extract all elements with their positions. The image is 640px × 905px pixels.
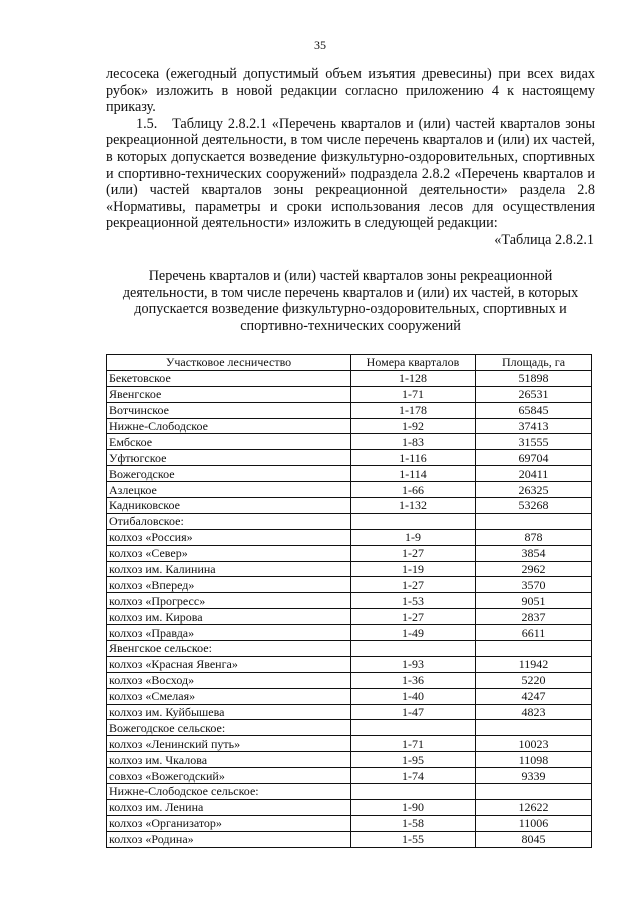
table-body — [107, 370, 592, 847]
cell-quarters: 1-58 — [351, 815, 476, 831]
cell-quarters: 1-40 — [351, 688, 476, 704]
cell-quarters: 1-90 — [351, 799, 476, 815]
cell-area: 2837 — [476, 609, 592, 625]
table-row — [107, 450, 592, 466]
cell-forestry: Кадниковское — [107, 498, 351, 514]
body-text — [106, 66, 595, 232]
table-row — [107, 434, 592, 450]
header-area: Площадь, га — [476, 355, 592, 371]
cell-area: 8045 — [476, 831, 592, 847]
cell-forestry: Вожегодское сельское: — [107, 720, 351, 736]
table-row — [107, 370, 592, 386]
cell-area: 10023 — [476, 736, 592, 752]
cell-area: 4823 — [476, 704, 592, 720]
cell-quarters — [351, 784, 476, 800]
cell-forestry: колхоз им. Калинина — [107, 561, 351, 577]
table-row — [107, 418, 592, 434]
table-row — [107, 672, 592, 688]
table-row — [107, 656, 592, 672]
cell-forestry: колхоз «Ленинский путь» — [107, 736, 351, 752]
cell-quarters: 1-19 — [351, 561, 476, 577]
cell-area: 9339 — [476, 768, 592, 784]
table-row — [107, 815, 592, 831]
table-row — [107, 641, 592, 657]
cell-forestry: Ембское — [107, 434, 351, 450]
table-row — [107, 768, 592, 784]
cell-forestry: колхоз «Прогресс» — [107, 593, 351, 609]
cell-quarters: 1-47 — [351, 704, 476, 720]
cell-forestry: колхоз им. Куйбышева — [107, 704, 351, 720]
cell-forestry: колхоз «Правда» — [107, 625, 351, 641]
table-row — [107, 482, 592, 498]
table-row — [107, 799, 592, 815]
cell-area: 6611 — [476, 625, 592, 641]
cell-forestry: Явенгское — [107, 386, 351, 402]
table-row — [107, 831, 592, 847]
cell-quarters: 1-53 — [351, 593, 476, 609]
header-quarters: Номера кварталов — [351, 355, 476, 371]
cell-quarters: 1-27 — [351, 577, 476, 593]
table-row — [107, 609, 592, 625]
cell-forestry: колхоз «Север» — [107, 545, 351, 561]
cell-quarters: 1-93 — [351, 656, 476, 672]
cell-quarters — [351, 641, 476, 657]
cell-forestry: Уфтюгское — [107, 450, 351, 466]
cell-quarters: 1-74 — [351, 768, 476, 784]
cell-forestry: колхоз им. Кирова — [107, 609, 351, 625]
cell-area: 3854 — [476, 545, 592, 561]
table-row — [107, 466, 592, 482]
table-row — [107, 593, 592, 609]
cell-area — [476, 641, 592, 657]
table-title: Перечень кварталов и (или) частей кварталов зоны рекреационной деятельности, в том числе перечень кварталов и (или) их частей, в которых допускается возведение физкультурно-оздоровительных, спортивных и спортивно-технических сооружений — [122, 268, 579, 334]
paragraph-continuation: лесосека (ежегодный допустимый объем изъятия древесины) при всех видах рубок» изложить в новой редакции согласно приложению 4 к настоящему приказу. — [106, 66, 595, 116]
cell-quarters: 1-9 — [351, 529, 476, 545]
cell-quarters — [351, 513, 476, 529]
cell-quarters — [351, 720, 476, 736]
cell-quarters: 1-95 — [351, 752, 476, 768]
table-row — [107, 529, 592, 545]
cell-quarters: 1-55 — [351, 831, 476, 847]
table-row — [107, 736, 592, 752]
cell-quarters: 1-36 — [351, 672, 476, 688]
cell-forestry: колхоз им. Ленина — [107, 799, 351, 815]
table-row — [107, 561, 592, 577]
header-forestry: Участковое лесничество — [107, 355, 351, 371]
cell-quarters: 1-128 — [351, 370, 476, 386]
cell-area: 11006 — [476, 815, 592, 831]
cell-quarters: 1-49 — [351, 625, 476, 641]
cell-area: 69704 — [476, 450, 592, 466]
cell-forestry: колхоз «Смелая» — [107, 688, 351, 704]
cell-area: 11942 — [476, 656, 592, 672]
cell-forestry: Вотчинское — [107, 402, 351, 418]
cell-forestry: колхоз «Восход» — [107, 672, 351, 688]
table-row — [107, 720, 592, 736]
cell-area: 11098 — [476, 752, 592, 768]
cell-area — [476, 784, 592, 800]
cell-forestry: колхоз «Организатор» — [107, 815, 351, 831]
cell-area: 53268 — [476, 498, 592, 514]
table-reference: «Таблица 2.8.2.1 — [494, 232, 594, 248]
table-row — [107, 498, 592, 514]
cell-area: 9051 — [476, 593, 592, 609]
cell-forestry: колхоз «Родина» — [107, 831, 351, 847]
table-header-row — [107, 355, 592, 371]
paragraph-item-1-5: 1.5. Таблицу 2.8.2.1 «Перечень кварталов и (или) частей кварталов зоны рекреационной деятельности, в том числе перечень кварталов и (или) их частей, в которых допускается возведение физкультурно-оздоровительных, спортивных и спортивно-технических сооружений» подраздела 2.8.2 «Перечень кварталов и (или) частей кварталов зоны рекреационной деятельности» раздела 2.8 «Нормативы, параметры и сроки использования лесов для осуществления рекреационной деятельности» изложить в следующей редакции: — [106, 115, 595, 232]
cell-quarters: 1-83 — [351, 434, 476, 450]
cell-area — [476, 513, 592, 529]
cell-forestry: Явенгское сельское: — [107, 641, 351, 657]
cell-area: 2962 — [476, 561, 592, 577]
cell-forestry: Азлецкое — [107, 482, 351, 498]
cell-area: 12622 — [476, 799, 592, 815]
cell-area: 51898 — [476, 370, 592, 386]
table-row — [107, 704, 592, 720]
forest-quarters-table — [106, 354, 592, 848]
cell-forestry: колхоз «Вперед» — [107, 577, 351, 593]
cell-quarters: 1-116 — [351, 450, 476, 466]
cell-forestry: колхоз «Красная Явенга» — [107, 656, 351, 672]
cell-quarters: 1-92 — [351, 418, 476, 434]
cell-area: 26531 — [476, 386, 592, 402]
cell-quarters: 1-114 — [351, 466, 476, 482]
table-row — [107, 402, 592, 418]
cell-area: 31555 — [476, 434, 592, 450]
cell-forestry: совхоз «Вожегодский» — [107, 768, 351, 784]
cell-quarters: 1-27 — [351, 609, 476, 625]
cell-quarters: 1-132 — [351, 498, 476, 514]
cell-quarters: 1-178 — [351, 402, 476, 418]
table-row — [107, 386, 592, 402]
table-row — [107, 577, 592, 593]
table-row — [107, 625, 592, 641]
cell-area: 20411 — [476, 466, 592, 482]
cell-forestry: колхоз им. Чкалова — [107, 752, 351, 768]
cell-forestry: Бекетовское — [107, 370, 351, 386]
table-row — [107, 545, 592, 561]
cell-area: 26325 — [476, 482, 592, 498]
cell-forestry: Нижне-Слободское — [107, 418, 351, 434]
table-row — [107, 688, 592, 704]
cell-area — [476, 720, 592, 736]
cell-forestry: Нижне-Слободское сельское: — [107, 784, 351, 800]
table-row — [107, 752, 592, 768]
cell-quarters: 1-71 — [351, 386, 476, 402]
cell-area: 4247 — [476, 688, 592, 704]
cell-quarters: 1-71 — [351, 736, 476, 752]
cell-area: 5220 — [476, 672, 592, 688]
cell-quarters: 1-27 — [351, 545, 476, 561]
page-number: 35 — [314, 38, 326, 52]
cell-area: 37413 — [476, 418, 592, 434]
cell-area: 65845 — [476, 402, 592, 418]
cell-area: 878 — [476, 529, 592, 545]
cell-forestry: Вожегодское — [107, 466, 351, 482]
cell-area: 3570 — [476, 577, 592, 593]
cell-forestry: колхоз «Россия» — [107, 529, 351, 545]
cell-forestry: Отибаловское: — [107, 513, 351, 529]
table-row — [107, 784, 592, 800]
cell-quarters: 1-66 — [351, 482, 476, 498]
table-row — [107, 513, 592, 529]
